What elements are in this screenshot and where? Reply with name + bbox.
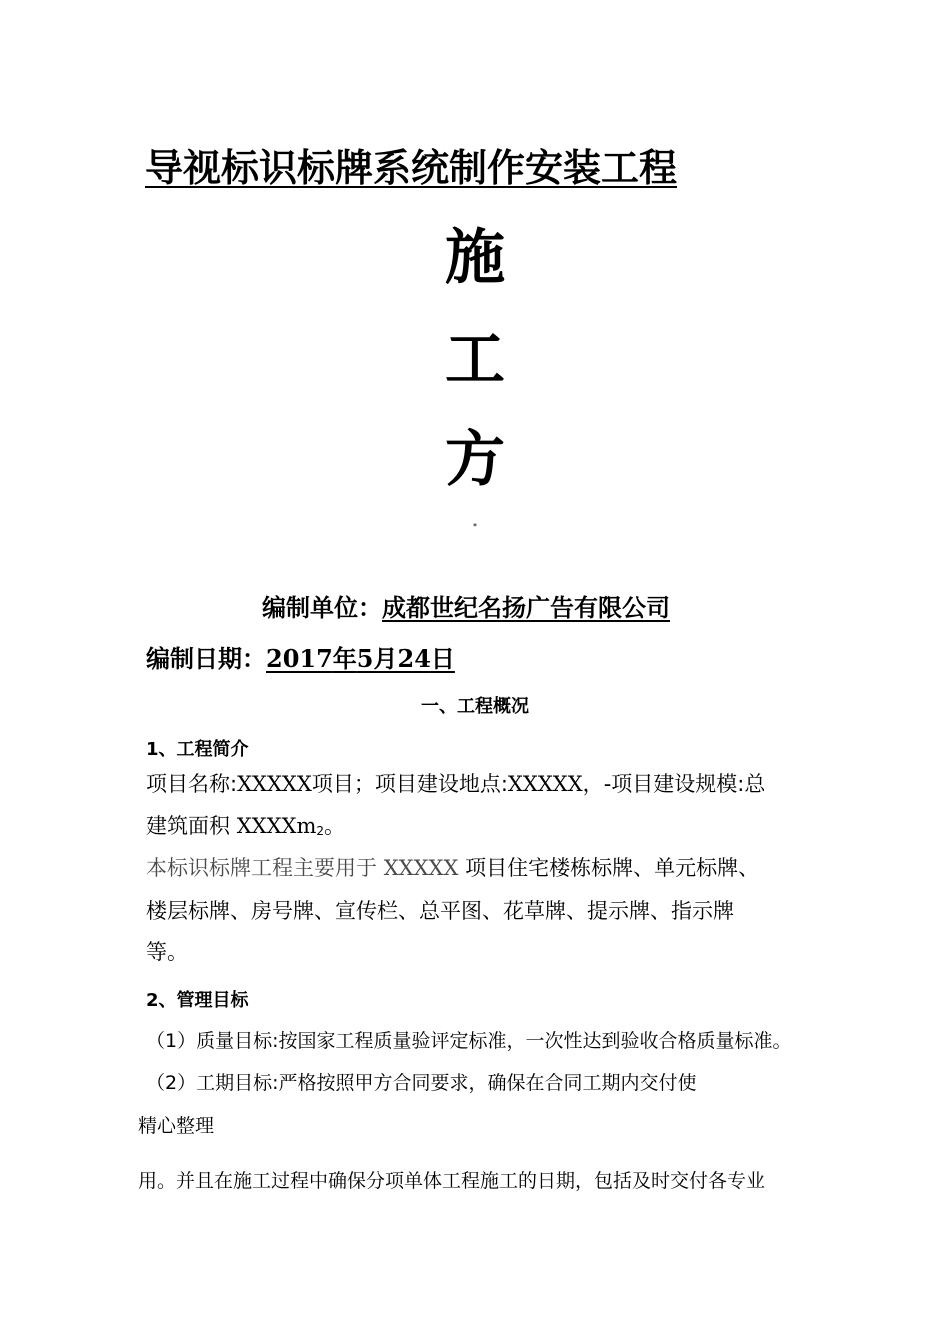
text-segment: XXXXm <box>236 814 317 838</box>
date-year: 2017 <box>266 644 333 673</box>
date-line <box>146 639 455 674</box>
text-segment: 项目；项目建设地点: <box>311 772 508 796</box>
quality-target: （1）质量目标:按国家工程质量验评定标准，一次性达到验收合格质量标准。 <box>146 1030 792 1052</box>
subsection-heading-1: 1、工程简介 <box>146 739 249 760</box>
compiler-line <box>262 588 670 623</box>
scope-line-1 <box>146 856 759 881</box>
subsection-heading-2: 2、管理目标 <box>146 990 249 1011</box>
date-value <box>266 645 455 673</box>
project-name-line <box>146 772 765 797</box>
text-segment: 项目名称: <box>146 772 238 796</box>
text-segment: XXXXX <box>383 856 459 880</box>
date-year-char: 年 <box>332 645 357 673</box>
compiler-value: 成都世纪名扬广告有限公司 <box>382 594 670 622</box>
text-segment: 本标识标牌工程主要用于 <box>146 856 384 880</box>
date-day-char: 日 <box>430 645 455 673</box>
title-char-3: 方 <box>445 425 505 495</box>
scope-line-3: 等。 <box>146 940 188 964</box>
building-area-line <box>146 814 345 839</box>
text-segment: 建筑面积 <box>146 814 237 838</box>
text-segment: XXXXX <box>237 772 312 796</box>
text-segment: 。 <box>324 814 346 838</box>
date-day: 24 <box>397 644 431 673</box>
document-title: 导视标识标牌系统制作安装工程 <box>145 146 678 190</box>
date-month-char: 月 <box>373 645 398 673</box>
superscript-unit: 2 <box>316 824 325 838</box>
compiler-label: 编制单位： <box>262 594 382 622</box>
schedule-target: （2）工期目标:严格按照甲方合同要求，确保在合同工期内交付使 <box>146 1072 697 1094</box>
date-month: 5 <box>356 644 374 673</box>
section-heading: 一、工程概况 <box>421 696 529 717</box>
continuation-line: 用。并且在施工过程中确保分项单体工程施工的日期，包括及时交付各专业 <box>138 1170 766 1192</box>
text-segment: 项目住宅楼栋标牌、单元标牌、 <box>458 856 760 880</box>
text-segment: -项目建设规模:总 <box>603 772 766 796</box>
title-char-1: 施 <box>445 223 505 293</box>
text-segment: XXXXX， <box>507 772 604 796</box>
title-char-2: 工 <box>445 325 505 395</box>
scope-line-2: 楼层标牌、房号牌、宣传栏、总平图、花草牌、提示牌、指示牌 <box>146 899 734 923</box>
small-mark: * <box>473 522 477 531</box>
date-label: 编制日期： <box>146 645 266 673</box>
page-note: 精心整理 <box>138 1115 215 1137</box>
